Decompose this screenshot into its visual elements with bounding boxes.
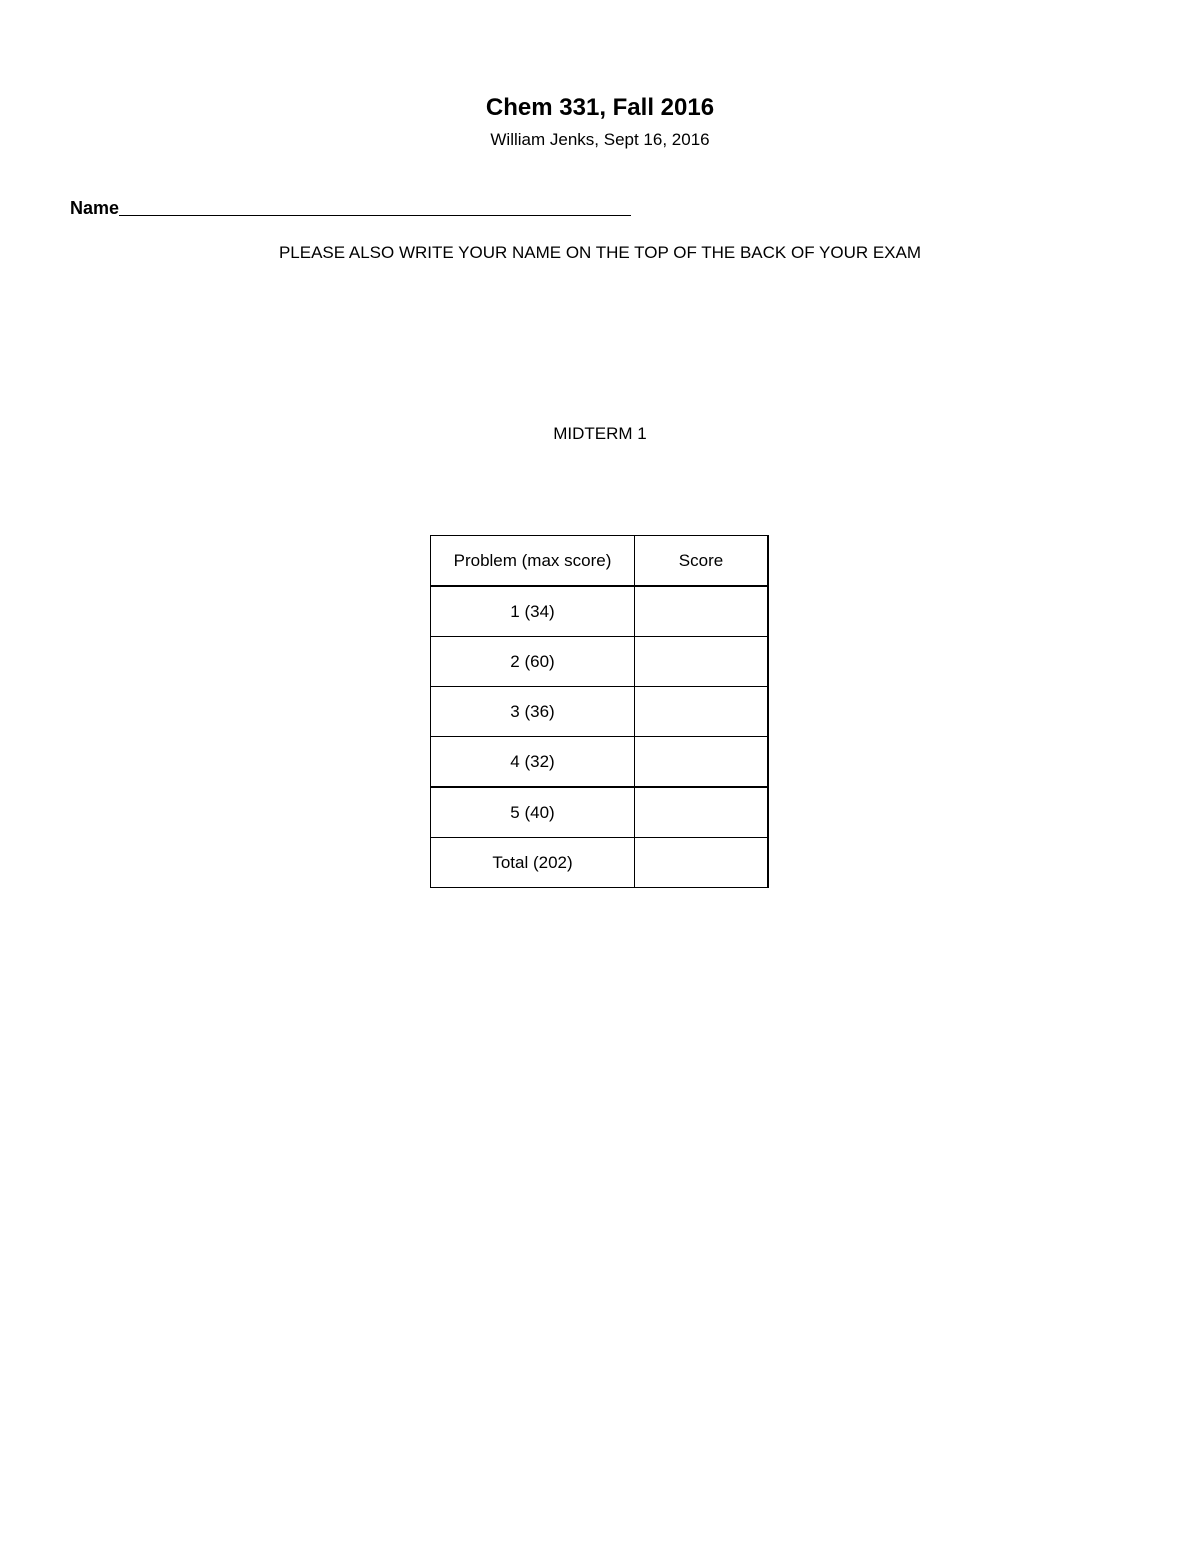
column-header-problem: Problem (max score): [431, 536, 635, 587]
table-row: [431, 637, 769, 687]
page-title: Chem 331, Fall 2016: [485, 94, 715, 121]
total-cell: Total (202): [431, 838, 635, 888]
problem-cell: 5 (40): [431, 787, 635, 838]
table-row: [431, 787, 769, 838]
name-label: Name: [70, 198, 120, 218]
score-table: [430, 535, 769, 888]
score-cell[interactable]: [635, 637, 769, 687]
page-subtitle: William Jenks, Sept 16, 2016: [490, 130, 710, 149]
score-cell[interactable]: [635, 737, 769, 788]
exam-label: MIDTERM 1: [553, 424, 647, 443]
name-field: [70, 197, 631, 219]
problem-cell: 2 (60): [431, 637, 635, 687]
total-score-cell[interactable]: [635, 838, 769, 888]
table-row: [431, 687, 769, 737]
score-cell[interactable]: [635, 787, 769, 838]
table-row-total: [431, 838, 769, 888]
column-header-score: Score: [635, 536, 769, 587]
table-row: [431, 737, 769, 788]
problem-cell: 4 (32): [431, 737, 635, 788]
instruction-text: PLEASE ALSO WRITE YOUR NAME ON THE TOP OF THE BACK OF YOUR EXAM: [278, 243, 922, 262]
problem-cell: 1 (34): [431, 586, 635, 637]
name-blank-line[interactable]: [119, 197, 631, 216]
problem-cell: 3 (36): [431, 687, 635, 737]
score-cell[interactable]: [635, 586, 769, 637]
table-row: [431, 586, 769, 637]
score-cell[interactable]: [635, 687, 769, 737]
table-header-row: [431, 536, 769, 587]
